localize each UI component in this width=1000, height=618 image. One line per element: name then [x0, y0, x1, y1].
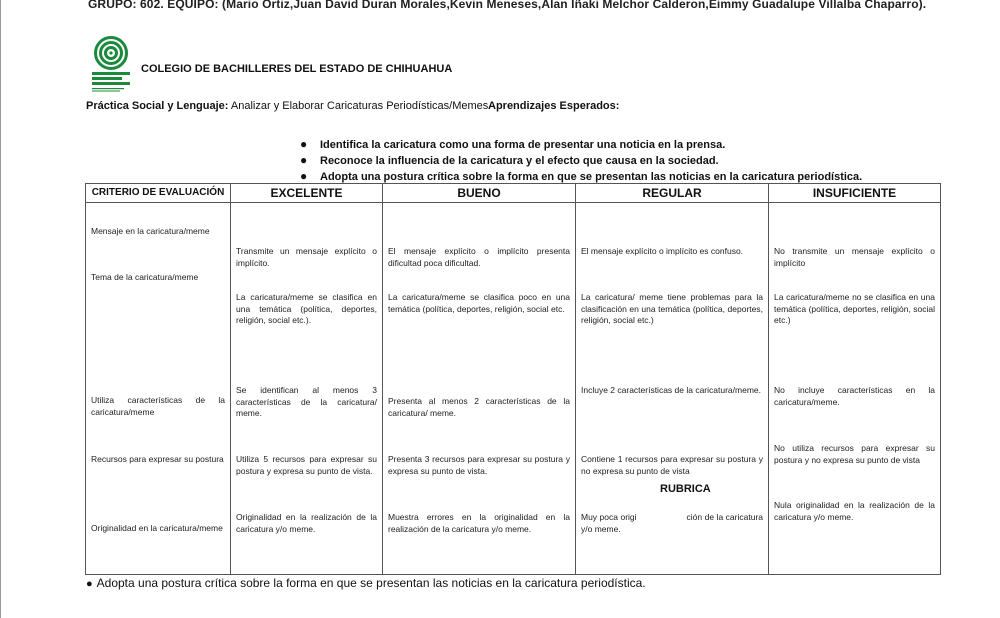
- practica-label: Práctica Social y Lenguaje:: [86, 100, 229, 112]
- excelente-cell: Originalidad en la realización de la caricatura y/o meme.: [236, 512, 377, 534]
- aprendizajes-list: [300, 136, 862, 184]
- bueno-cell: El mensaje explícito o implícito presenta dificultad poca dificultad.: [388, 246, 570, 268]
- excelente-cell: Transmite un mensaje explícito o implícito.: [236, 246, 377, 268]
- footer-line: [86, 576, 646, 590]
- criterio-cell: Mensaje en la caricatura/meme: [91, 226, 210, 236]
- bullet-icon: ●: [300, 153, 308, 167]
- column-bueno: [383, 203, 576, 575]
- criterio-cell: Tema de la caricatura/meme: [91, 272, 199, 282]
- practica-value: Analizar y Elaborar Caricaturas Periodísticas/Memes: [230, 100, 489, 112]
- criterio-cell: Originalidad en la caricatura/meme: [91, 523, 223, 533]
- bueno-cell: Muestra errores en la originalidad en la realización de la caricatura y/o meme.: [388, 512, 570, 534]
- insuficiente-cell: Nula originalidad en la realización de la caricatura y/o meme.: [774, 500, 935, 522]
- rubric-table: [85, 183, 941, 575]
- header-insuficiente: INSUFICIENTE: [769, 184, 941, 203]
- footer-text: Adopta una postura crítica sobre la forma en que se presentan las noticias en la caricatura periodística.: [96, 576, 646, 590]
- excelente-cell: Se identifican al menos 3 características de la caricatura/ meme.: [236, 385, 377, 418]
- bullet-icon: ●: [300, 169, 308, 183]
- practica-line: [86, 100, 488, 112]
- regular-cell: Muy poca origi ción de la caricatura y/o meme.: [581, 512, 766, 534]
- column-excelente: [231, 203, 383, 575]
- insuficiente-cell: No utiliza recursos para expresar su postura y no expresa su punto de vista: [774, 443, 935, 465]
- school-name: COLEGIO DE BACHILLERES DEL ESTADO DE CHIHUAHUA: [141, 63, 453, 75]
- bullet-icon: ●: [86, 578, 93, 590]
- column-insuficiente: [769, 203, 941, 575]
- insuficiente-cell: No incluye características en la caricatura/meme.: [774, 385, 935, 407]
- table-header-row: [86, 184, 941, 203]
- header-regular: REGULAR: [576, 184, 769, 203]
- insuficiente-cell: La caricatura/meme no se clasifica en una temática (política, deportes, religión, social etc.): [774, 292, 935, 325]
- rubrica-label: RUBRICA: [660, 483, 711, 495]
- list-item: ● Reconoce la influencia de la caricatura y el efecto que causa en la sociedad.: [300, 153, 719, 167]
- criterio-cell: Utiliza características de la caricatura/meme: [91, 395, 225, 417]
- header-excelente: EXCELENTE: [231, 184, 383, 203]
- excelente-cell: Utiliza 5 recursos para expresar su postura y expresa su punto de vista.: [236, 454, 377, 476]
- cobach-logo-icon: [89, 36, 133, 92]
- regular-cell: El mensaje explícito o implícito es confuso.: [581, 246, 744, 256]
- excelente-cell: La caricatura/meme se clasifica en una temática (política, deportes, religión, social etc.).: [236, 292, 377, 325]
- column-criterio: [86, 203, 231, 575]
- bueno-cell: Presenta 3 recursos para expresar su postura y expresa su punto de vista.: [388, 454, 570, 476]
- list-item: ● Identifica la caricatura como una forma de presentar una noticia en la prensa.: [300, 137, 726, 151]
- aprendizajes-label: Aprendizajes Esperados:: [488, 100, 620, 112]
- criterio-cell: Recursos para expresar su postura: [91, 454, 224, 464]
- bueno-cell: La caricatura/meme se clasifica poco en una temática (política, deportes, religión, social etc.: [388, 292, 570, 314]
- insuficiente-cell: No transmite un mensaje explícito o implícito: [774, 246, 935, 268]
- regular-cell: Incluye 2 características de la caricatura/meme.: [581, 385, 761, 395]
- header-bueno: BUENO: [383, 184, 576, 203]
- group-team-line: GRUPO: 602. EQUIPO: (Mario Ortiz,Juan David Duran Morales,Kevin Meneses,Alan Iñaki Melchor Calderon,Eimmy Guadalupe Villalba Chaparro).: [88, 0, 927, 11]
- bullet-icon: ●: [300, 137, 308, 151]
- bueno-cell: Presenta al menos 2 características de la caricatura/ meme.: [388, 396, 570, 418]
- header-criterio: CRITERIO DE EVALUACIÓN: [86, 184, 231, 203]
- page-left-edge: [0, 0, 1, 618]
- regular-cell: La caricatura/ meme tiene problemas para la clasificación en una temática (política, deportes, religión, social etc.): [581, 292, 763, 325]
- column-regular: [576, 203, 769, 575]
- regular-cell: Contiene 1 recursos para expresar su postura y no expresa su punto de vista: [581, 454, 763, 476]
- table-row: [86, 203, 941, 575]
- list-item: ● Adopta una postura crítica sobre la forma en que se presentan las noticias en la caricatura periodística.: [300, 169, 863, 183]
